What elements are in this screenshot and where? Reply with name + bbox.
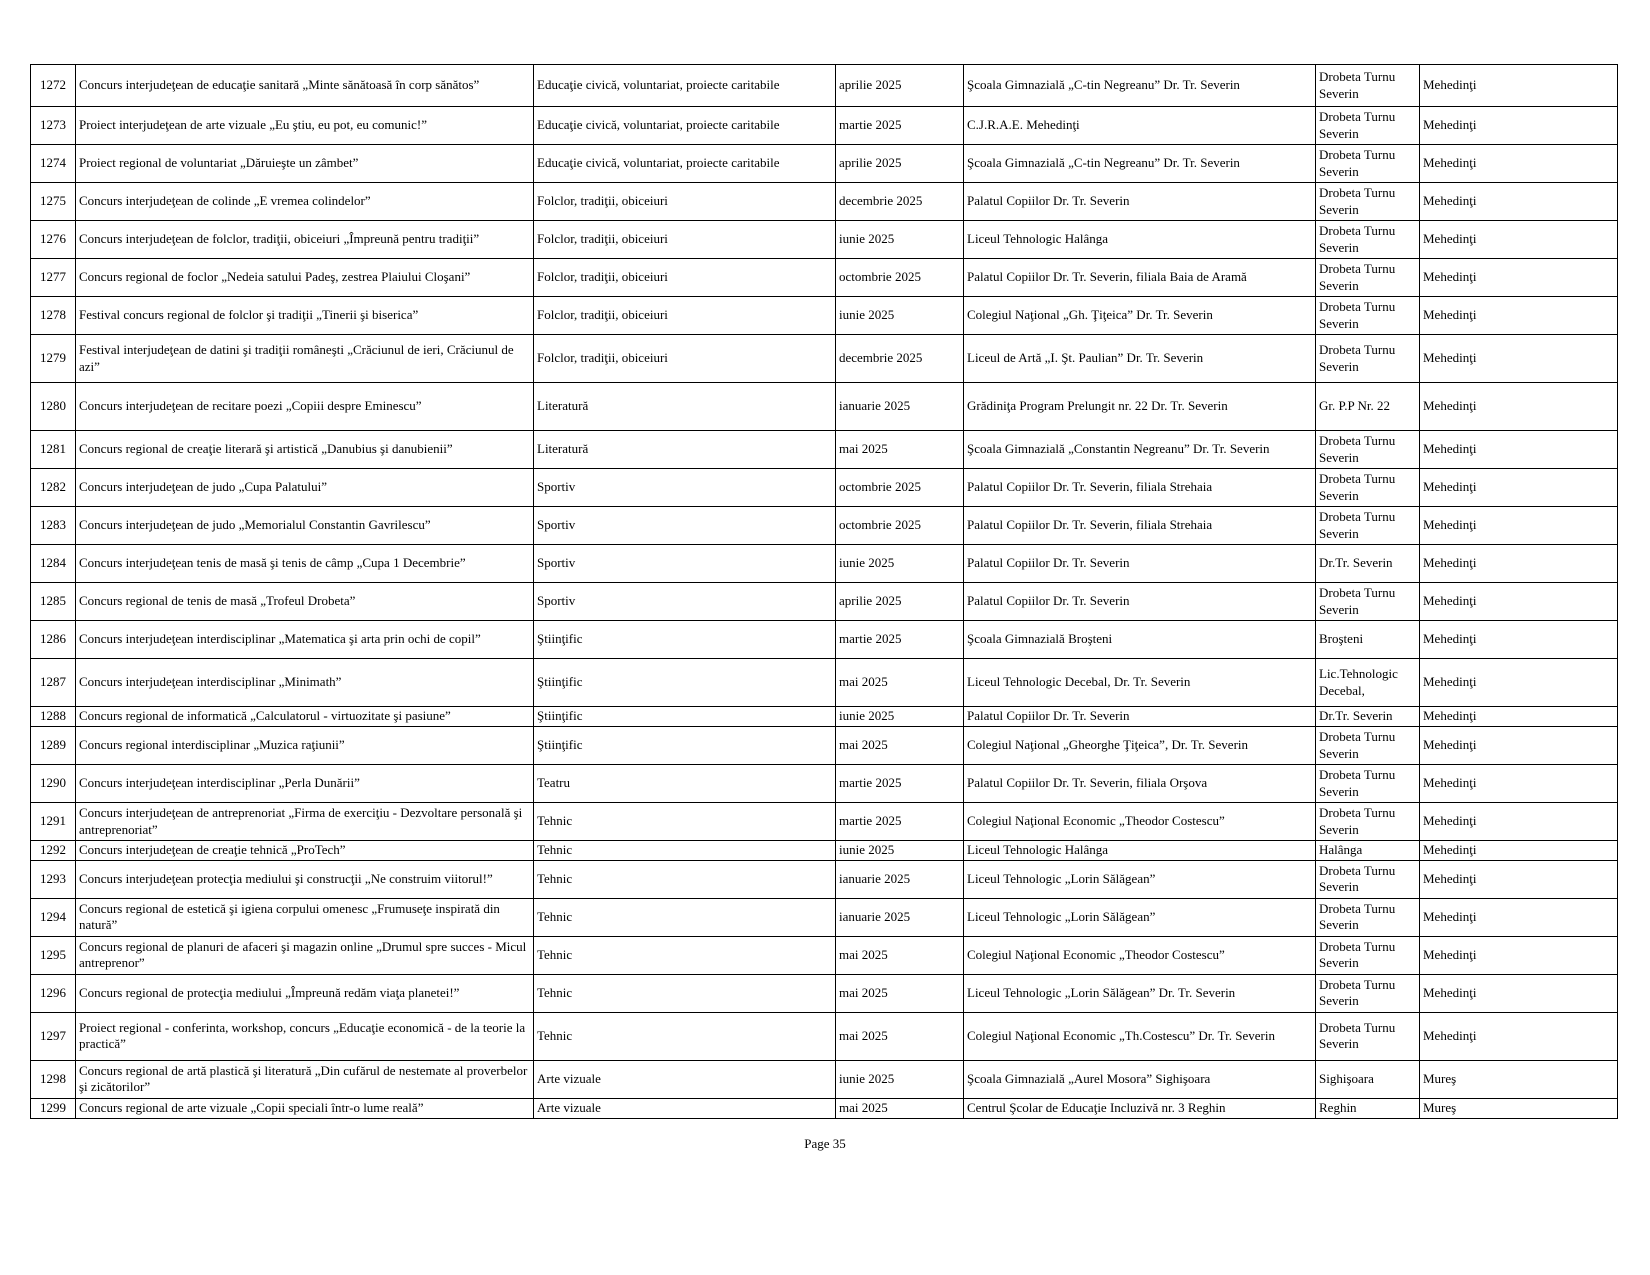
title-cell: Concurs regional de artă plastică şi literatură „Din cufărul de nestemate al proverbelor şi zicătorilor” (76, 1060, 534, 1098)
location-cell: Drobeta Turnu Severin (1316, 183, 1420, 221)
organizer-cell: Palatul Copiilor Dr. Tr. Severin, filiala Strehaia (964, 469, 1316, 507)
title-cell: Concurs interjudeţean de colinde „E vremea colindelor” (76, 183, 534, 221)
county-cell: Mehedinţi (1420, 65, 1618, 107)
date-cell: ianuarie 2025 (836, 383, 964, 431)
date-cell: iunie 2025 (836, 297, 964, 335)
table-row (31, 1012, 1618, 1060)
title-cell: Proiect regional de voluntariat „Dăruieşte un zâmbet” (76, 145, 534, 183)
county-cell: Mehedinţi (1420, 545, 1618, 583)
location-cell: Drobeta Turnu Severin (1316, 297, 1420, 335)
number-cell: 1281 (31, 431, 76, 469)
number-cell: 1289 (31, 727, 76, 765)
date-cell: mai 2025 (836, 727, 964, 765)
category-cell: Sportiv (534, 507, 836, 545)
table-row (31, 1060, 1618, 1098)
category-cell: Sportiv (534, 545, 836, 583)
number-cell: 1296 (31, 974, 76, 1012)
title-cell: Concurs interjudeţean de recitare poezi „Copiii despre Eminescu” (76, 383, 534, 431)
category-cell: Literatură (534, 431, 836, 469)
number-cell: 1274 (31, 145, 76, 183)
table-row (31, 183, 1618, 221)
category-cell: Tehnic (534, 841, 836, 861)
title-cell: Concurs regional de informatică „Calculatorul - virtuozitate şi pasiune” (76, 707, 534, 727)
title-cell: Concurs regional de protecţia mediului „Împreună redăm viaţa planetei!” (76, 974, 534, 1012)
table-row (31, 583, 1618, 621)
contests-table-body (31, 65, 1618, 1119)
category-cell: Ştiinţific (534, 621, 836, 659)
category-cell: Folclor, tradiţii, obiceiuri (534, 221, 836, 259)
county-cell: Mehedinţi (1420, 803, 1618, 841)
category-cell: Educaţie civică, voluntariat, proiecte caritabile (534, 107, 836, 145)
number-cell: 1297 (31, 1012, 76, 1060)
location-cell: Drobeta Turnu Severin (1316, 335, 1420, 383)
category-cell: Teatru (534, 765, 836, 803)
title-cell: Concurs interjudeţean de folclor, tradiţii, obiceiuri „Împreună pentru tradiţii” (76, 221, 534, 259)
organizer-cell: Centrul Şcolar de Educaţie Incluzivă nr. 3 Reghin (964, 1098, 1316, 1118)
category-cell: Educaţie civică, voluntariat, proiecte caritabile (534, 145, 836, 183)
date-cell: decembrie 2025 (836, 183, 964, 221)
number-cell: 1282 (31, 469, 76, 507)
title-cell: Concurs interjudeţean interdisciplinar „Minimath” (76, 659, 534, 707)
county-cell: Mehedinţi (1420, 259, 1618, 297)
organizer-cell: Palatul Copiilor Dr. Tr. Severin (964, 183, 1316, 221)
organizer-cell: Colegiul Naţional Economic „Theodor Costescu” (964, 803, 1316, 841)
number-cell: 1278 (31, 297, 76, 335)
table-row (31, 65, 1618, 107)
date-cell: iunie 2025 (836, 1060, 964, 1098)
title-cell: Concurs regional de arte vizuale „Copii speciali într-o lume reală” (76, 1098, 534, 1118)
table-row (31, 936, 1618, 974)
number-cell: 1299 (31, 1098, 76, 1118)
category-cell: Arte vizuale (534, 1060, 836, 1098)
number-cell: 1280 (31, 383, 76, 431)
table-row (31, 545, 1618, 583)
table-row (31, 431, 1618, 469)
number-cell: 1284 (31, 545, 76, 583)
title-cell: Concurs interjudeţean de judo „Memorialul Constantin Gavrilescu” (76, 507, 534, 545)
location-cell: Drobeta Turnu Severin (1316, 107, 1420, 145)
organizer-cell: Palatul Copiilor Dr. Tr. Severin, filiala Strehaia (964, 507, 1316, 545)
number-cell: 1291 (31, 803, 76, 841)
title-cell: Concurs regional de estetică şi igiena corpului omenesc „Frumuseţe inspirată din natură” (76, 898, 534, 936)
table-row (31, 860, 1618, 898)
county-cell: Mureş (1420, 1060, 1618, 1098)
organizer-cell: Palatul Copiilor Dr. Tr. Severin (964, 583, 1316, 621)
table-row (31, 974, 1618, 1012)
category-cell: Tehnic (534, 1012, 836, 1060)
category-cell: Tehnic (534, 860, 836, 898)
location-cell: Drobeta Turnu Severin (1316, 583, 1420, 621)
county-cell: Mehedinţi (1420, 936, 1618, 974)
date-cell: mai 2025 (836, 659, 964, 707)
county-cell: Mehedinţi (1420, 183, 1618, 221)
location-cell: Lic.Tehnologic Decebal, (1316, 659, 1420, 707)
number-cell: 1290 (31, 765, 76, 803)
title-cell: Concurs interjudeţean interdisciplinar „Perla Dunării” (76, 765, 534, 803)
number-cell: 1288 (31, 707, 76, 727)
title-cell: Proiect interjudeţean de arte vizuale „Eu ştiu, eu pot, eu comunic!” (76, 107, 534, 145)
county-cell: Mehedinţi (1420, 898, 1618, 936)
county-cell: Mehedinţi (1420, 145, 1618, 183)
county-cell: Mehedinţi (1420, 621, 1618, 659)
organizer-cell: Liceul Tehnologic Decebal, Dr. Tr. Severin (964, 659, 1316, 707)
location-cell: Drobeta Turnu Severin (1316, 469, 1420, 507)
organizer-cell: Palatul Copiilor Dr. Tr. Severin (964, 707, 1316, 727)
table-row (31, 297, 1618, 335)
table-row (31, 659, 1618, 707)
title-cell: Concurs regional de planuri de afaceri şi magazin online „Drumul spre succes - Micul antreprenor” (76, 936, 534, 974)
category-cell: Ştiinţific (534, 707, 836, 727)
date-cell: mai 2025 (836, 936, 964, 974)
title-cell: Concurs regional de creaţie literară şi artistică „Danubius şi danubienii” (76, 431, 534, 469)
location-cell: Drobeta Turnu Severin (1316, 898, 1420, 936)
category-cell: Educaţie civică, voluntariat, proiecte caritabile (534, 65, 836, 107)
location-cell: Drobeta Turnu Severin (1316, 803, 1420, 841)
organizer-cell: Liceul Tehnologic „Lorin Sălăgean” (964, 898, 1316, 936)
organizer-cell: Şcoala Gimnazială Broşteni (964, 621, 1316, 659)
county-cell: Mehedinţi (1420, 107, 1618, 145)
title-cell: Concurs regional de tenis de masă „Trofeul Drobeta” (76, 583, 534, 621)
county-cell: Mehedinţi (1420, 383, 1618, 431)
title-cell: Festival interjudeţean de datini şi tradiţii româneşti „Crăciunul de ieri, Crăciunul de azi” (76, 335, 534, 383)
organizer-cell: Şcoala Gimnazială „C-tin Negreanu” Dr. Tr. Severin (964, 145, 1316, 183)
table-row (31, 765, 1618, 803)
location-cell: Drobeta Turnu Severin (1316, 221, 1420, 259)
date-cell: martie 2025 (836, 107, 964, 145)
title-cell: Concurs interjudeţean de creaţie tehnică „ProTech” (76, 841, 534, 861)
number-cell: 1283 (31, 507, 76, 545)
location-cell: Reghin (1316, 1098, 1420, 1118)
page-number: Page 35 (804, 1135, 846, 1151)
table-row (31, 1098, 1618, 1118)
number-cell: 1279 (31, 335, 76, 383)
category-cell: Sportiv (534, 583, 836, 621)
location-cell: Drobeta Turnu Severin (1316, 860, 1420, 898)
number-cell: 1293 (31, 860, 76, 898)
county-cell: Mehedinţi (1420, 1012, 1618, 1060)
table-row (31, 335, 1618, 383)
county-cell: Mehedinţi (1420, 707, 1618, 727)
number-cell: 1285 (31, 583, 76, 621)
organizer-cell: Grădiniţa Program Prelungit nr. 22 Dr. Tr. Severin (964, 383, 1316, 431)
number-cell: 1292 (31, 841, 76, 861)
organizer-cell: Palatul Copiilor Dr. Tr. Severin (964, 545, 1316, 583)
category-cell: Sportiv (534, 469, 836, 507)
title-cell: Concurs interjudeţean de educaţie sanitară „Minte sănătoasă în corp sănătos” (76, 65, 534, 107)
county-cell: Mehedinţi (1420, 860, 1618, 898)
category-cell: Folclor, tradiţii, obiceiuri (534, 297, 836, 335)
county-cell: Mehedinţi (1420, 469, 1618, 507)
table-row (31, 221, 1618, 259)
title-cell: Concurs interjudeţean protecţia mediului şi construcţii „Ne construim viitorul!” (76, 860, 534, 898)
date-cell: octombrie 2025 (836, 507, 964, 545)
table-row (31, 841, 1618, 861)
location-cell: Gr. P.P Nr. 22 (1316, 383, 1420, 431)
date-cell: aprilie 2025 (836, 145, 964, 183)
number-cell: 1295 (31, 936, 76, 974)
county-cell: Mehedinţi (1420, 974, 1618, 1012)
category-cell: Folclor, tradiţii, obiceiuri (534, 183, 836, 221)
county-cell: Mehedinţi (1420, 583, 1618, 621)
contests-table (30, 64, 1618, 1119)
table-row (31, 259, 1618, 297)
table-row (31, 383, 1618, 431)
location-cell: Drobeta Turnu Severin (1316, 727, 1420, 765)
category-cell: Literatură (534, 383, 836, 431)
organizer-cell: Colegiul Naţional „Gheorghe Ţiţeica”, Dr. Tr. Severin (964, 727, 1316, 765)
organizer-cell: Şcoala Gimnazială „Aurel Mosora” Sighişoara (964, 1060, 1316, 1098)
county-cell: Mehedinţi (1420, 659, 1618, 707)
organizer-cell: Şcoala Gimnazială „C-tin Negreanu” Dr. Tr. Severin (964, 65, 1316, 107)
location-cell: Broşteni (1316, 621, 1420, 659)
title-cell: Concurs interjudeţean tenis de masă şi tenis de câmp „Cupa 1 Decembrie” (76, 545, 534, 583)
date-cell: martie 2025 (836, 765, 964, 803)
location-cell: Drobeta Turnu Severin (1316, 765, 1420, 803)
organizer-cell: Liceul Tehnologic Halânga (964, 841, 1316, 861)
date-cell: aprilie 2025 (836, 583, 964, 621)
number-cell: 1272 (31, 65, 76, 107)
category-cell: Tehnic (534, 936, 836, 974)
location-cell: Sighişoara (1316, 1060, 1420, 1098)
category-cell: Tehnic (534, 974, 836, 1012)
date-cell: octombrie 2025 (836, 469, 964, 507)
county-cell: Mehedinţi (1420, 221, 1618, 259)
title-cell: Festival concurs regional de folclor şi tradiţii „Tinerii şi biserica” (76, 297, 534, 335)
date-cell: martie 2025 (836, 803, 964, 841)
organizer-cell: Liceul de Artă „I. Şt. Paulian” Dr. Tr. Severin (964, 335, 1316, 383)
date-cell: mai 2025 (836, 1098, 964, 1118)
location-cell: Dr.Tr. Severin (1316, 545, 1420, 583)
category-cell: Tehnic (534, 803, 836, 841)
location-cell: Drobeta Turnu Severin (1316, 259, 1420, 297)
category-cell: Folclor, tradiţii, obiceiuri (534, 335, 836, 383)
title-cell: Concurs interjudeţean de judo „Cupa Palatului” (76, 469, 534, 507)
organizer-cell: Liceul Tehnologic „Lorin Sălăgean” (964, 860, 1316, 898)
table-row (31, 621, 1618, 659)
county-cell: Mureş (1420, 1098, 1618, 1118)
date-cell: iunie 2025 (836, 221, 964, 259)
number-cell: 1273 (31, 107, 76, 145)
organizer-cell: Şcoala Gimnazială „Constantin Negreanu” Dr. Tr. Severin (964, 431, 1316, 469)
organizer-cell: Liceul Tehnologic „Lorin Sălăgean” Dr. Tr. Severin (964, 974, 1316, 1012)
organizer-cell: C.J.R.A.E. Mehedinţi (964, 107, 1316, 145)
organizer-cell: Palatul Copiilor Dr. Tr. Severin, filiala Baia de Aramă (964, 259, 1316, 297)
table-row (31, 107, 1618, 145)
table-row (31, 727, 1618, 765)
category-cell: Tehnic (534, 898, 836, 936)
location-cell: Drobeta Turnu Severin (1316, 431, 1420, 469)
date-cell: mai 2025 (836, 974, 964, 1012)
organizer-cell: Colegiul Naţional Economic „Th.Costescu” Dr. Tr. Severin (964, 1012, 1316, 1060)
date-cell: ianuarie 2025 (836, 898, 964, 936)
number-cell: 1277 (31, 259, 76, 297)
number-cell: 1298 (31, 1060, 76, 1098)
location-cell: Drobeta Turnu Severin (1316, 145, 1420, 183)
location-cell: Drobeta Turnu Severin (1316, 507, 1420, 545)
location-cell: Halânga (1316, 841, 1420, 861)
table-row (31, 803, 1618, 841)
title-cell: Concurs interjudeţean interdisciplinar „Matematica şi arta prin ochi de copil” (76, 621, 534, 659)
title-cell: Concurs interjudeţean de antreprenoriat „Firma de exerciţiu - Dezvoltare personală şi antreprenoriat” (76, 803, 534, 841)
table-row (31, 469, 1618, 507)
location-cell: Dr.Tr. Severin (1316, 707, 1420, 727)
location-cell: Drobeta Turnu Severin (1316, 974, 1420, 1012)
title-cell: Concurs regional interdisciplinar „Muzica raţiunii” (76, 727, 534, 765)
date-cell: mai 2025 (836, 431, 964, 469)
date-cell: iunie 2025 (836, 707, 964, 727)
date-cell: ianuarie 2025 (836, 860, 964, 898)
location-cell: Drobeta Turnu Severin (1316, 65, 1420, 107)
organizer-cell: Colegiul Naţional „Gh. Ţiţeica” Dr. Tr. Severin (964, 297, 1316, 335)
date-cell: iunie 2025 (836, 841, 964, 861)
category-cell: Ştiinţific (534, 659, 836, 707)
number-cell: 1287 (31, 659, 76, 707)
county-cell: Mehedinţi (1420, 727, 1618, 765)
organizer-cell: Palatul Copiilor Dr. Tr. Severin, filiala Orşova (964, 765, 1316, 803)
location-cell: Drobeta Turnu Severin (1316, 1012, 1420, 1060)
number-cell: 1275 (31, 183, 76, 221)
location-cell: Drobeta Turnu Severin (1316, 936, 1420, 974)
table-row (31, 898, 1618, 936)
county-cell: Mehedinţi (1420, 297, 1618, 335)
date-cell: iunie 2025 (836, 545, 964, 583)
county-cell: Mehedinţi (1420, 431, 1618, 469)
number-cell: 1276 (31, 221, 76, 259)
county-cell: Mehedinţi (1420, 765, 1618, 803)
title-cell: Proiect regional - conferinta, workshop, concurs „Educaţie economică - de la teorie la practică” (76, 1012, 534, 1060)
organizer-cell: Liceul Tehnologic Halânga (964, 221, 1316, 259)
number-cell: 1286 (31, 621, 76, 659)
date-cell: mai 2025 (836, 1012, 964, 1060)
date-cell: aprilie 2025 (836, 65, 964, 107)
county-cell: Mehedinţi (1420, 507, 1618, 545)
category-cell: Folclor, tradiţii, obiceiuri (534, 259, 836, 297)
table-row (31, 507, 1618, 545)
category-cell: Arte vizuale (534, 1098, 836, 1118)
date-cell: decembrie 2025 (836, 335, 964, 383)
table-row (31, 145, 1618, 183)
organizer-cell: Colegiul Naţional Economic „Theodor Costescu” (964, 936, 1316, 974)
title-cell: Concurs regional de foclor „Nedeia satului Padeş, zestrea Plaiului Cloşani” (76, 259, 534, 297)
date-cell: martie 2025 (836, 621, 964, 659)
category-cell: Ştiinţific (534, 727, 836, 765)
county-cell: Mehedinţi (1420, 335, 1618, 383)
date-cell: octombrie 2025 (836, 259, 964, 297)
county-cell: Mehedinţi (1420, 841, 1618, 861)
number-cell: 1294 (31, 898, 76, 936)
table-row (31, 707, 1618, 727)
